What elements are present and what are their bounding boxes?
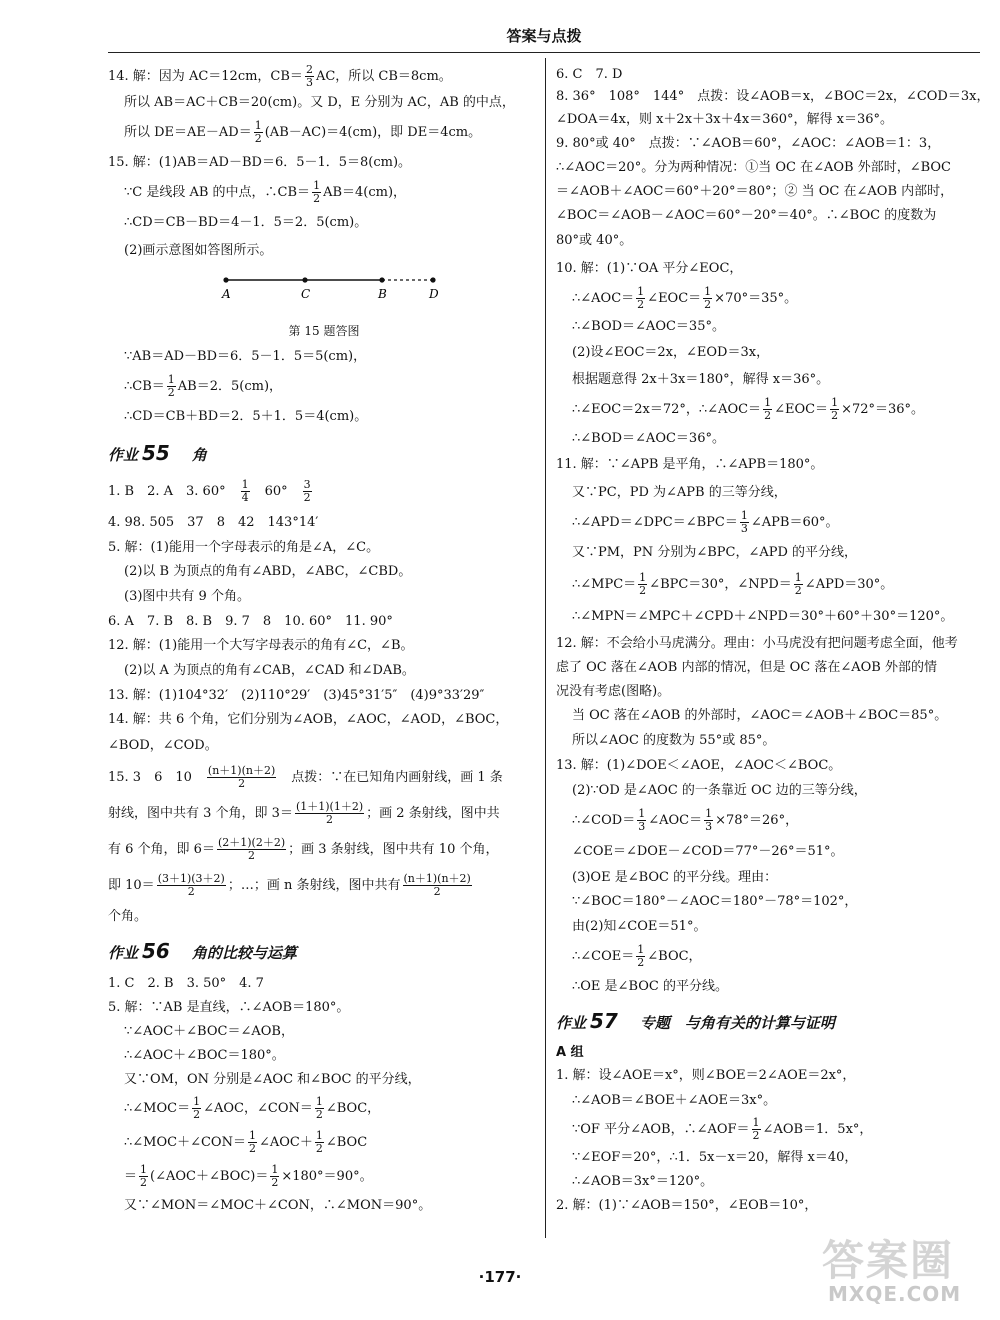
text-line: ∠COE＝∠DOE－∠COD＝77°－26°＝51°。 <box>572 844 844 859</box>
fraction <box>740 510 749 535</box>
text-line: (3)图中共有 9 个角。 <box>124 589 250 604</box>
fraction-numerator: 1 <box>313 179 321 192</box>
text-line: ∴∠AOB＝3x°＝120°。 <box>572 1174 714 1189</box>
homework-heading <box>108 432 540 474</box>
fraction-denominator: 2 <box>313 192 321 205</box>
fraction-numerator: 1 <box>193 1095 201 1108</box>
fraction-numerator: (n＋1)(n＋2) <box>403 872 471 885</box>
fraction <box>241 479 250 504</box>
fraction-denominator: 3 <box>638 820 646 833</box>
fraction-denominator: 2 <box>303 491 311 504</box>
fraction-denominator: 3 <box>305 76 313 89</box>
homework-number: 55 <box>142 441 170 465</box>
fraction-denominator: 2 <box>193 1108 201 1121</box>
fraction-denominator: 3 <box>705 820 713 833</box>
text-line: 80°或 40°。 <box>556 233 633 248</box>
fraction <box>207 765 276 790</box>
text-line: 10. 解：(1)∵OA 平分∠EOC， <box>556 261 743 276</box>
fraction-numerator: (n＋1)(n＋2) <box>207 764 276 777</box>
text-line: 4. 98. 505 37 8 42 143°14′ <box>108 515 319 530</box>
fraction-numerator: 1 <box>794 571 802 584</box>
text-line: ∴∠AOB＝∠BOE＋∠AOE＝3x°。 <box>572 1093 777 1108</box>
fraction-denominator: 2 <box>704 298 712 311</box>
fraction <box>315 1130 324 1155</box>
text-line: (2)以 B 为顶点的角有∠ABD，∠ABC，∠CBD。 <box>124 564 412 579</box>
page-header: 答案与点拨 <box>108 20 980 53</box>
fraction <box>303 479 312 504</box>
text-line: ∴CB＝ $\frac{1}{2}$ AB＝2．5(cm)， <box>124 373 283 399</box>
text-line: (3)OE 是∠BOC 的平分线。理由： <box>572 870 778 885</box>
fraction-numerator: (2＋1)(2＋2) <box>217 836 286 849</box>
text-line: (2)画示意图如答图所示。 <box>124 243 273 258</box>
figure-caption: 第 15 题答图 <box>288 324 360 338</box>
text-line: 又∵∠MON＝∠MOC＋∠CON，∴∠MON＝90°。 <box>124 1198 432 1213</box>
text-line: 况没有考虑(图略)。 <box>556 684 671 699</box>
text-line: ∵C 是线段 AB 的中点，∴CB＝ $\frac{1}{2}$ AB＝4(cm)， <box>124 179 407 205</box>
fraction-numerator: 1 <box>705 807 713 820</box>
text-line: 虑了 OC 落在∠AOB 内部的情况，但是 OC 落在∠AOB 外部的情 <box>556 660 937 675</box>
text-line: ∴∠MOC＝ $\frac{1}{2}$ ∠AOC，∠CON＝ $\frac{1}{2}$ ∠BOC， <box>124 1095 381 1121</box>
fraction <box>295 801 364 826</box>
fraction-numerator: 1 <box>254 119 262 132</box>
text-line: 12. 解：不会给小马虎满分。理由：小马虎没有把问题考虑全面，他考 <box>556 636 958 651</box>
fraction-denominator: 2 <box>254 132 262 145</box>
fraction-denominator: 2 <box>433 885 441 898</box>
fraction <box>636 286 645 311</box>
text-line: ∴CD＝CB－BD＝4－1．5＝2．5(cm)。 <box>124 215 368 230</box>
text-line: ∴∠AOC＝ $\frac{1}{2}$ ∠EOC＝ $\frac{1}{2}$ ×70°＝35°。 <box>572 285 798 311</box>
text-line: ∴∠COD＝ $\frac{1}{3}$ ∠AOC＝ $\frac{1}{3}$ ×78°＝26°， <box>572 807 799 833</box>
text-line: ∴CD＝CB＋BD＝2．5＋1．5＝4(cm)。 <box>124 409 368 424</box>
right-column <box>556 64 988 1218</box>
text-line: 所以 AB＝AC＋CB＝20(cm)。又 D，E 分别为 AC，AB 的中点， <box>124 95 515 110</box>
text-line: 1. C 2. B 3. 50° 4. 7 <box>108 976 264 991</box>
text-line: ∴∠APD＝∠DPC＝∠BPC＝ $\frac{1}{3}$ ∠APB＝60°。 <box>572 509 839 535</box>
text-line: (2)设∠EOC＝2x，∠EOD＝3x， <box>572 345 770 360</box>
text-line: ∠DOA＝4x，则 x＋2x＋3x＋4x＝360°，解得 x＝36°。 <box>556 112 894 127</box>
text-line: ∠BOC＝∠AOB－∠AOC＝60°－20°＝40°。∴∠BOC 的度数为 <box>556 208 937 223</box>
text-line: ∴∠AOC＝20°。分为两种情况：①当 OC 在∠AOB 外部时，∠BOC <box>556 160 951 175</box>
text-line: ∴∠AOC＋∠BOC＝180°。 <box>124 1048 285 1063</box>
homework-number: 57 <box>590 1009 618 1033</box>
text-line: 13. 解：(1)104°32′ (2)110°29′ (3)45°31′5″ (4)9°33′29″ <box>108 688 485 703</box>
fraction-denominator: 4 <box>241 491 249 504</box>
text-line: 12. 解：(1)能用一个大写字母表示的角有∠C，∠B。 <box>108 638 414 653</box>
text-line: ＝ $\frac{1}{2}$ (∠AOC＋∠BOC)＝ $\frac{1}{2}$ ×180°＝90°。 <box>124 1163 373 1189</box>
fraction-denominator: 2 <box>637 956 645 969</box>
fraction-numerator: 1 <box>140 1163 148 1176</box>
fraction-numerator: 1 <box>637 943 645 956</box>
homework-prefix: 作业 <box>108 944 139 962</box>
fraction-numerator: 1 <box>752 1116 760 1129</box>
fraction-numerator: 1 <box>637 285 645 298</box>
text-line: ∴∠MPN＝∠MPC＋∠CPD＋∠NPD＝30°＋60°＋30°＝120°。 <box>572 609 954 624</box>
fraction <box>830 397 839 422</box>
homework-title: 专题 与角有关的计算与证明 <box>639 1014 835 1032</box>
fraction-numerator: (3＋1)(3＋2) <box>157 872 225 885</box>
text-line: ∵OF 平分∠AOB，∴∠AOF＝ $\frac{1}{2}$ ∠AOB＝1．5x°， <box>572 1116 873 1142</box>
text-line: 6. A 7. B 8. B 9. 7 8 10. 60° 11. 90° <box>108 614 393 629</box>
fraction-denominator: 2 <box>326 813 334 826</box>
text-line: (2)∵OD 是∠AOC 的一条靠近 OC 边的三等分线， <box>572 783 867 798</box>
text-line: 又∵OM，ON 分别是∠AOC 和∠BOC 的平分线， <box>124 1072 421 1087</box>
homework-prefix: 作业 <box>108 446 139 464</box>
text-line: 所以∠AOC 的度数为 55°或 85°。 <box>572 733 776 748</box>
text-line: 5. 解：∵AB 是直线，∴∠AOB＝180°。 <box>108 1000 350 1015</box>
text-line: 又∵PM，PN 分别为∠BPC，∠APD 的平分线， <box>572 545 858 560</box>
fraction <box>763 397 772 422</box>
text-line: ∴∠EOC＝2x＝72°，∴∠AOC＝ $\frac{1}{2}$ ∠EOC＝ $\frac{1}{2}$ ×72°＝36°。 <box>572 396 925 422</box>
text-line: 11. 解：∵∠APB 是平角，∴∠APB＝180°。 <box>556 457 824 472</box>
text-line: 8. 36° 108° 144° 点拨：设∠AOB＝x，∠BOC＝2x，∠COD＝3x， <box>556 89 990 104</box>
text-line: 所以 DE＝AE－AD＝ $\frac{1}{2}$ (AB－AC)＝4(cm)，即 DE＝4cm。 <box>124 119 482 145</box>
fraction-numerator: 1 <box>167 373 175 386</box>
text-line: 1. 解：设∠AOE＝x°，则∠BOE＝2∠AOE＝2x°， <box>556 1068 856 1083</box>
text-line: ∵∠BOC＝180°－∠AOC＝180°－78°＝102°， <box>572 894 858 909</box>
text-line: 即 10＝ $\frac{(3+1)(3+2)}{2}$ ；…；画 n 条射线，图中共有 $\frac{(n+1)(n+2)}{2}$ <box>108 872 471 898</box>
text-line: 有 6 个角，即 6＝ $\frac{(2+1)(2+2)}{2}$ ；画 3 条射线，图中共有 10 个角， <box>108 836 499 862</box>
fraction-denominator: 2 <box>794 584 802 597</box>
fraction-numerator: 1 <box>315 1095 323 1108</box>
fraction-denominator: 2 <box>752 1129 760 1142</box>
fraction-numerator: 2 <box>305 63 313 76</box>
text-line: ∴∠COE＝ $\frac{1}{2}$ ∠BOC， <box>572 943 702 969</box>
text-line: 15. 解：(1)AB＝AD－BD＝6．5－1．5＝8(cm)。 <box>108 155 412 170</box>
watermark-url: MXQE.COM <box>828 1282 962 1306</box>
column-divider <box>545 58 546 1238</box>
fraction-denominator: 2 <box>764 409 772 422</box>
fraction-denominator: 2 <box>831 409 839 422</box>
segment-diagram <box>108 264 528 320</box>
watermark <box>822 1222 992 1312</box>
text-line: 9. 80°或 40° 点拨：∵∠AOB＝60°，∠AOC：∠AOB＝1：3， <box>556 136 941 151</box>
fraction-numerator: 1 <box>740 509 748 522</box>
text-line: 当 OC 落在∠AOB 的外部时，∠AOC＝∠AOB＋∠BOC＝85°。 <box>572 708 948 723</box>
text-line: ∴OE 是∠BOC 的平分线。 <box>572 979 728 994</box>
text-line: ∴∠BOD＝∠AOC＝36°。 <box>572 431 725 446</box>
text-line: 14. 解：因为 AC＝12cm，CB＝ $\frac{2}{3}$ AC，所以 CB＝8cm。 <box>108 63 452 89</box>
text-line: 1. B 2. A 3. 60° $\frac{1}{4}$ 60° $\frac{3}{2}$ <box>108 478 311 504</box>
fraction <box>636 944 645 969</box>
fraction-numerator: 1 <box>704 285 712 298</box>
point-d <box>430 277 435 282</box>
fraction <box>637 808 646 833</box>
fraction-denominator: 3 <box>740 522 748 535</box>
fraction-numerator: 1 <box>241 478 249 491</box>
fraction <box>270 1164 279 1189</box>
fraction <box>192 1096 201 1121</box>
homework-number: 56 <box>142 939 170 963</box>
text-line: 又∵PC，PD 为∠APB 的三等分线， <box>572 485 787 500</box>
point-b <box>379 277 384 282</box>
page-number: ·177· <box>478 1268 522 1286</box>
watermark-logo: 答案圈 <box>822 1236 955 1285</box>
text-line: 5. 解：(1)能用一个字母表示的角是∠A，∠C。 <box>108 540 380 555</box>
text-line: 15. 3 6 10 $\frac{(n+1)(n+2)}{2}$ 点拨：∵在已知角内画射线，画 1 条 <box>108 764 503 790</box>
homework-title: 角的比较与运算 <box>191 944 297 962</box>
text-line: 个角。 <box>108 909 148 924</box>
text-line: ∠BOD，∠COD。 <box>108 738 218 753</box>
fraction-denominator: 2 <box>238 777 246 790</box>
point-label-d: D <box>429 287 439 301</box>
fraction-numerator: 1 <box>764 396 772 409</box>
homework-prefix: 作业 <box>556 1014 587 1032</box>
fraction-denominator: 2 <box>248 849 256 862</box>
fraction-numerator: 1 <box>315 1129 323 1142</box>
point-label-b: B <box>378 287 387 301</box>
fraction-denominator: 2 <box>315 1108 323 1121</box>
segment-figure <box>108 264 540 320</box>
point-label-a: A <box>222 287 231 301</box>
homework-heading <box>556 1000 988 1042</box>
text-line: ∴∠MPC＝ $\frac{1}{2}$ ∠BPC＝30°，∠NPD＝ $\frac{1}{2}$ ∠APD＝30°。 <box>572 571 894 597</box>
fraction-denominator: 2 <box>140 1176 148 1189</box>
fraction-numerator: 1 <box>248 1129 256 1142</box>
point-label-c: C <box>301 287 311 301</box>
fraction-numerator: 1 <box>639 571 647 584</box>
fraction <box>794 572 803 597</box>
fraction <box>167 374 176 399</box>
text-line: ∵∠AOC＋∠BOC＝∠AOB， <box>124 1024 294 1039</box>
fraction-denominator: 2 <box>187 885 195 898</box>
point-a <box>223 277 228 282</box>
fraction-numerator: 1 <box>271 1163 279 1176</box>
text-line: ∵∠EOF＝20°，∴1．5x－x＝20，解得 x＝40， <box>572 1150 858 1165</box>
fraction-denominator: 2 <box>248 1142 256 1155</box>
homework-heading <box>108 930 540 972</box>
fraction <box>312 180 321 205</box>
fraction <box>638 572 647 597</box>
fraction <box>752 1117 761 1142</box>
fraction-denominator: 2 <box>315 1142 323 1155</box>
fraction-numerator: (1＋1)(1＋2) <box>295 800 364 813</box>
fraction <box>139 1164 148 1189</box>
text-line: 根据题意得 2x＋3x＝180°，解得 x＝36°。 <box>572 372 830 387</box>
fraction <box>704 808 713 833</box>
fraction-numerator: 3 <box>303 478 311 491</box>
fraction-denominator: 2 <box>271 1176 279 1189</box>
text-line: ∴∠MOC＋∠CON＝ $\frac{1}{2}$ ∠AOC＋ $\frac{1}{2}$ ∠BOC <box>124 1129 368 1155</box>
text-line: 14. 解：共 6 个角，它们分别为∠AOB，∠AOC，∠AOD，∠BOC， <box>108 712 509 727</box>
point-c <box>302 277 307 282</box>
fraction-denominator: 2 <box>167 386 175 399</box>
text-line: ∴∠BOD＝∠AOC＝35°。 <box>572 319 725 334</box>
fraction <box>305 64 314 89</box>
fraction <box>217 837 286 862</box>
fraction-denominator: 2 <box>637 298 645 311</box>
fraction-numerator: 1 <box>638 807 646 820</box>
text-line: (2)以 A 为顶点的角有∠CAB，∠CAD 和∠DAB。 <box>124 663 415 678</box>
text-line: ＝∠AOB＋∠AOC＝60°＋20°＝80°；② 当 OC 在∠AOB 内部时， <box>556 184 954 199</box>
fraction-numerator: 1 <box>831 396 839 409</box>
fraction <box>254 120 263 145</box>
group-label: A 组 <box>556 1045 584 1060</box>
text-line: ∵AB＝AD－BD＝6．5－1．5＝5(cm)， <box>124 349 367 364</box>
text-line: 射线，图中共有 3 个角，即 3＝ $\frac{(1+1)(1+2)}{2}$ ；画 2 条射线，图中共 <box>108 800 500 826</box>
text-line: 6. C 7. D <box>556 67 623 82</box>
fraction <box>403 873 472 898</box>
homework-title: 角 <box>191 446 207 464</box>
left-column <box>108 64 540 1218</box>
fraction-denominator: 2 <box>639 584 647 597</box>
text-line: 2. 解：(1)∵∠AOB＝150°，∠EOB＝10°， <box>556 1198 818 1213</box>
fraction <box>703 286 712 311</box>
fraction <box>315 1096 324 1121</box>
text-line: 由(2)知∠COE＝51°。 <box>572 919 707 934</box>
fraction <box>157 873 226 898</box>
fraction <box>248 1130 257 1155</box>
text-line: 13. 解：(1)∠DOE＜∠AOE，∠AOC＜∠BOC。 <box>556 758 842 773</box>
